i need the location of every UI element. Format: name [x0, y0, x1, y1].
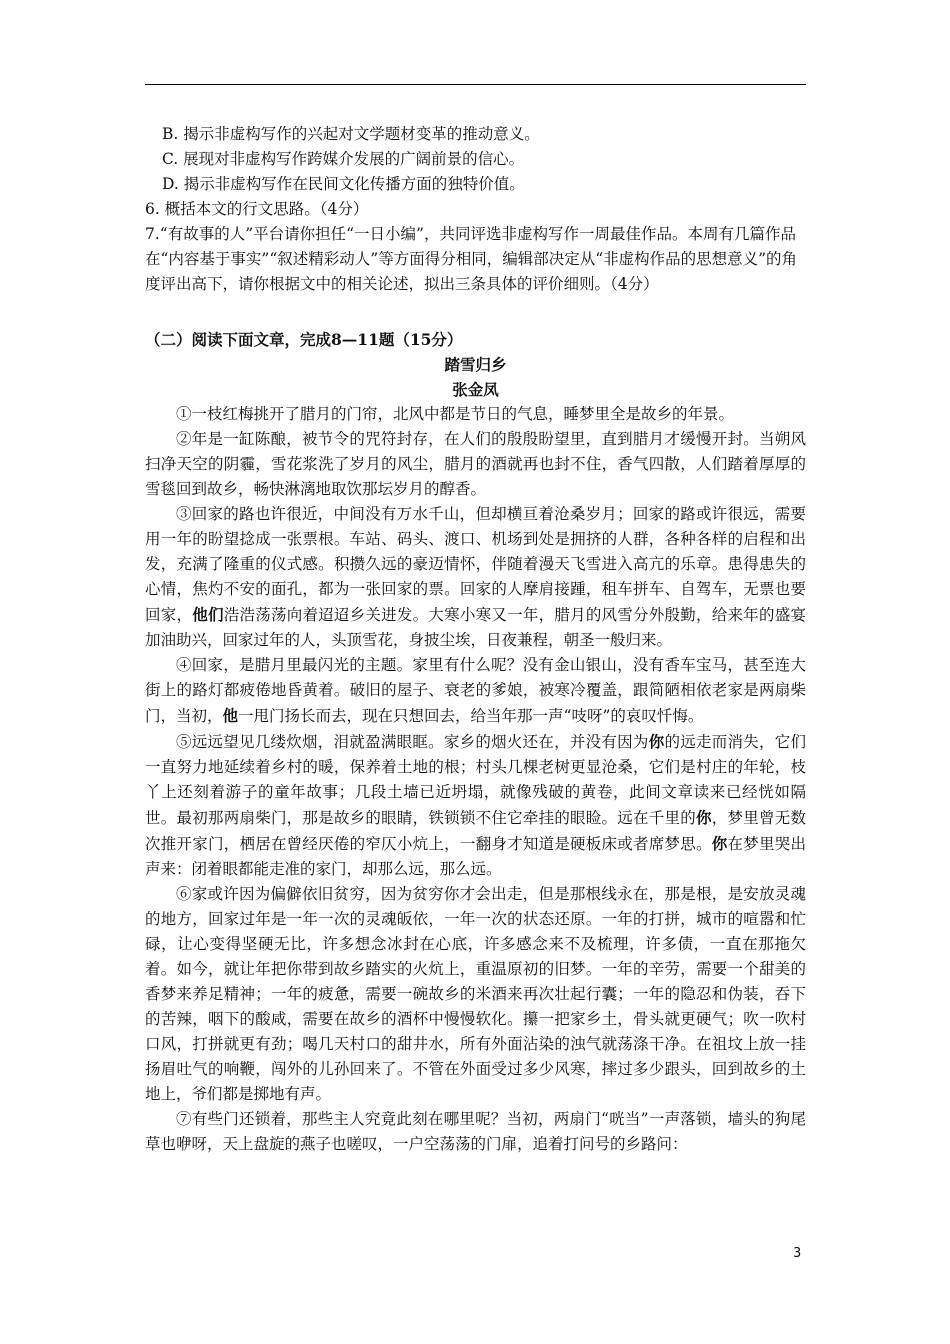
paragraph-5 — [145, 729, 806, 882]
article-author: 张金凤 — [452, 380, 499, 399]
paragraph-7: ⑦有些门还锁着，那些主人究竟此刻在哪里呢？当初，两扇门“咣当”一声落锁，墙头的狗尾草也咿呀，天上盘旋的燕子也嗟叹，一户空荡荡的门扉，追着打问号的乡路问： — [145, 1110, 806, 1153]
paragraph-2: ②年是一缸陈酿，被节令的咒符封存，在人们的殷殷盼望里，直到腊月才缓慢开封。当朔风扫净天空的阴霾，雪花浆洗了岁月的风尘，腊月的酒就再也封不住，香气四散，人们踏着厚厚的雪毯回到故乡，畅快淋漓地取饮那坛岁月的醇香。 — [145, 430, 806, 498]
paragraph-3-text-b: 浩浩荡荡向着迢迢乡关进发。大寒小寒又一年，腊月的风雪分外殷勤，给来年的盛宴加油助兴，回家过年的人，头顶雪花，身披尘埃，日夜兼程，朝圣一般归来。 — [145, 606, 806, 649]
paragraph-1: ①一枝红梅挑开了腊月的门帘，北风中都是节日的气息，睡梦里全是故乡的年景。 — [176, 405, 735, 423]
paragraph-4 — [145, 653, 806, 729]
section-heading: （二）阅读下面文章，完成8—11题（15分） — [145, 330, 463, 349]
paragraph-4-text-b: 一甩门扬长而去，现在只想回去，给当年那一声“吱呀”的哀叹忏悔。 — [238, 707, 704, 725]
article-title: 踏雪归乡 — [444, 355, 507, 374]
question-6: 6. 概括本文的行文思路。（4分） — [145, 200, 369, 218]
question-7: 7.“有故事的人”平台请你担任“一日小编”，共同评选非虚构写作一周最佳作品。本周有几篇作品在“内容基于事实”“叙述精彩动人”等方面得分相同，编辑部决定从“非虚构作品的思想意义”的角度评出高下，请你根据文中的相关论述，拟出三条具体的评价细则。（4分） — [145, 225, 798, 293]
paragraph-3-text-a: ③回家的路也许很近，中间没有万水千山，但却横亘着沧桑岁月；回家的路或许很远，需要用一年的盼望捻成一张票根。车站、码头、渡口、机场到处是拥挤的人群，各种各样的启程和出发，充满了隆重的仪式感。积攒久远的豪迈情怀，伴随着漫天飞雪进入高亢的乐章。患得患失的心情，焦灼不安的面孔，都为一张回家的票。回家的人摩肩接踵，租车拼车、自驾车，无票也要回家， — [145, 505, 806, 624]
page-body — [145, 122, 806, 1157]
paragraph-5-bold-1: 你 — [648, 732, 665, 751]
paragraph-5-text-c: ，梦里曾无数次推开家门，栖居在曾经厌倦的窄仄小炕上，一翻身才知道是硬板床或者席梦思。 — [145, 809, 806, 853]
option-d: D. 揭示非虚构写作在民间文化传播方面的独特价值。 — [162, 175, 525, 193]
header-rule — [145, 84, 806, 85]
paragraph-5-bold-2: 你 — [696, 808, 712, 827]
paragraph-3-bold: 他们 — [192, 605, 224, 624]
page-number: 3 — [793, 1246, 802, 1261]
paragraph-5-text-a: ⑤远远望见几缕炊烟，泪就盈满眼眶。家乡的烟火还在，并没有因为 — [176, 733, 649, 751]
option-b: B. 揭示非虚构写作的兴起对文学题材变革的推动意义。 — [162, 125, 540, 143]
paragraph-5-bold-3: 你 — [711, 834, 728, 853]
paragraph-3 — [145, 502, 806, 653]
paragraph-5-text-b: 的远走而消失，它们一直努力地延续着乡村的暖，保养着土地的根；村头几棵老树更显沧桑，它们是村庄的年轮，枝丫上还刻着游子的童年故事；几段土墙已近坍塌，就像残破的黄卷，此间文章读来已经恍如隔世。最初那两扇柴门，那是故乡的眼睛，铁锁锁不住它牵挂的眼睑。远在千里的 — [145, 733, 806, 827]
paragraph-5-text-d: 在梦里哭出声来：闭着眼都能走准的家门，却那么远，那么远。 — [145, 835, 806, 878]
paragraph-4-bold: 他 — [222, 706, 239, 725]
option-c: C. 展现对非虚构写作跨媒介发展的广阔前景的信心。 — [162, 150, 525, 168]
paragraph-6: ⑥家或许因为偏僻依旧贫穷，因为贫穷你才会出走，但是那根线永在，那是根，是安放灵魂的地方，回家过年是一年一次的灵魂皈依，一年一次的状态还原。一年的打拼，城市的喧嚣和忙碌，让心变得坚硬无比，许多想念冰封在心底，许多感念来不及梳理，许多债，一直在那拖欠着。如今，就让年把你带到故乡踏实的火炕上，重温原初的旧梦。一年的辛劳，需要一个甜美的香梦来养足精神；一年的疲惫，需要一碗故乡的米酒来再次壮起行囊；一年的隐忍和伪装，吞下的苦辣，咽下的酸咸，需要在故乡的酒杯中慢慢软化。攥一把家乡土，骨头就更硬气；吹一吹村口风，打拼就更有劲；喝几天村口的甜井水，所有外面沾染的浊气就荡涤干净。在祖坟上放一挂扬眉吐气的响鞭，闯外的儿孙回来了。不管在外面受过多少风寒，摔过多少跟头，回到故乡的土地上，爷们都是掷地有声。 — [145, 885, 806, 1103]
paragraph-4-text-a: ④回家，是腊月里最闪光的主题。家里有什么呢？没有金山银山，没有香车宝马，甚至连大街上的路灯都疲倦地昏黄着。破旧的屋子、衰老的爹娘，被寒冷覆盖，跟简陋相依老家是两扇柴门，当初， — [145, 656, 806, 725]
